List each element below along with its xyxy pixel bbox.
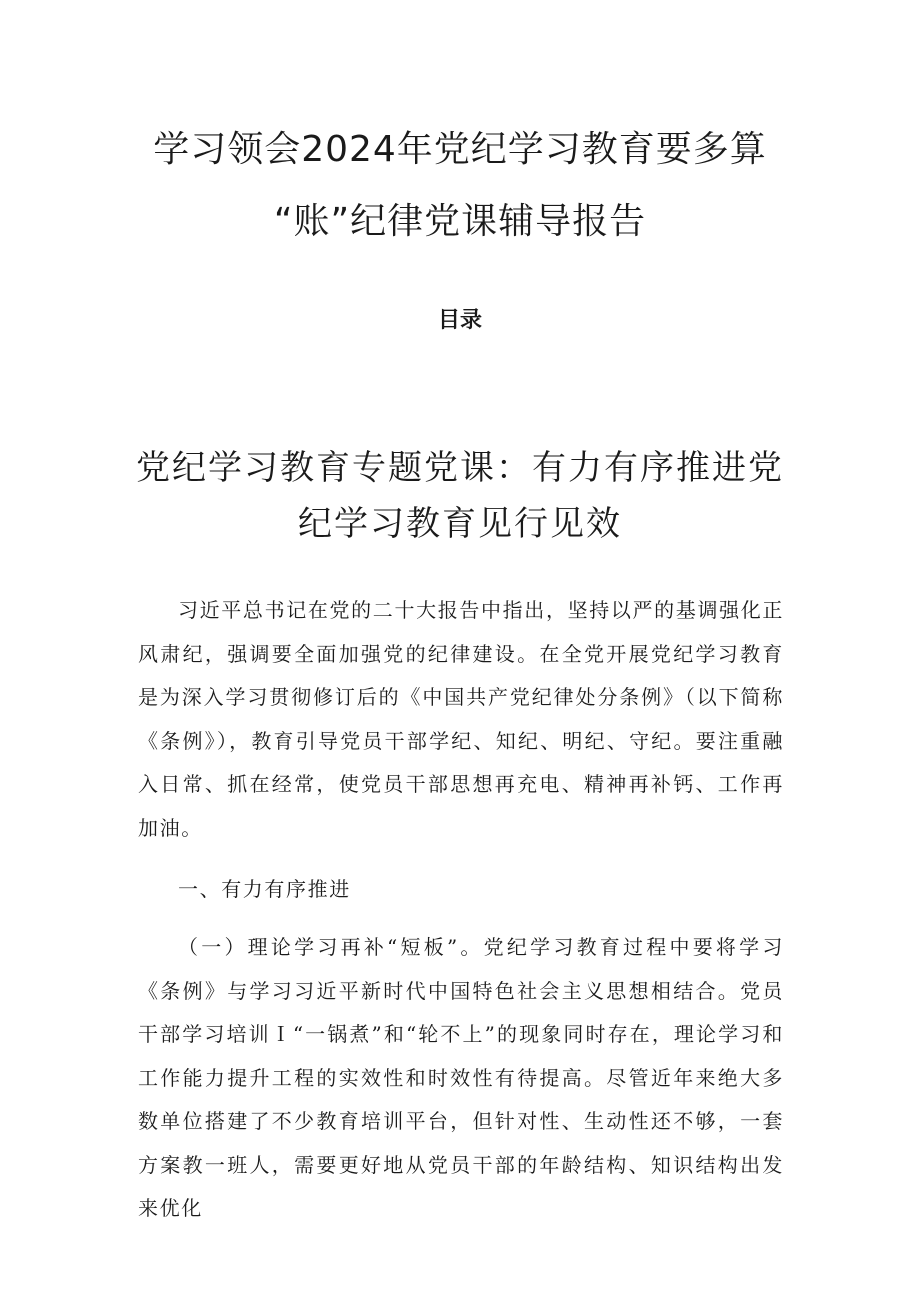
- section-title-line-2: 纪学习教育见行见效: [298, 504, 622, 544]
- body-paragraph-intro: 习近平总书记在党的二十大报告中指出，坚持以严的基调强化正风肃纪，强调要全面加强党的纪律建设。在全党开展党纪学习教育是为深入学习贯彻修订后的《中国共产党纪律处分条例》（以下简称《条例》），教育引导党员干部学纪、知纪、明纪、守纪。要注重融入日常、抓在经常，使党员干部思想再充电、精神再补钙、工作再加油。: [138, 598, 784, 840]
- subheading-1: 一、有力有序推进: [178, 877, 351, 901]
- body-paragraph-theory-study: （一）理论学习再补“短板”。党纪学习教育过程中要将学习《条例》与学习习近平新时代中国特色社会主义思想相结合。党员干部学习培训Ｉ“一锅煮”和“轮不上”的现象同时存在，理论学习和工作能力提升工程的实效性和时效性有待提高。尽管近年来绝大多数单位搭建了不少教育培训平台，但针对性、生动性还不够，一套方案教一班人，需要更好地从党员干部的年龄结构、知识结构出发来优化: [138, 935, 784, 1220]
- document-title-line-2: “账”纪律党课辅导报告: [273, 201, 647, 242]
- toc-heading: 目录: [437, 308, 482, 333]
- section-title-line-1: 党纪学习教育专题党课：有力有序推进党: [136, 448, 784, 488]
- document-title-line-1: 学习领会2024年党纪学习教育要多算: [153, 129, 767, 170]
